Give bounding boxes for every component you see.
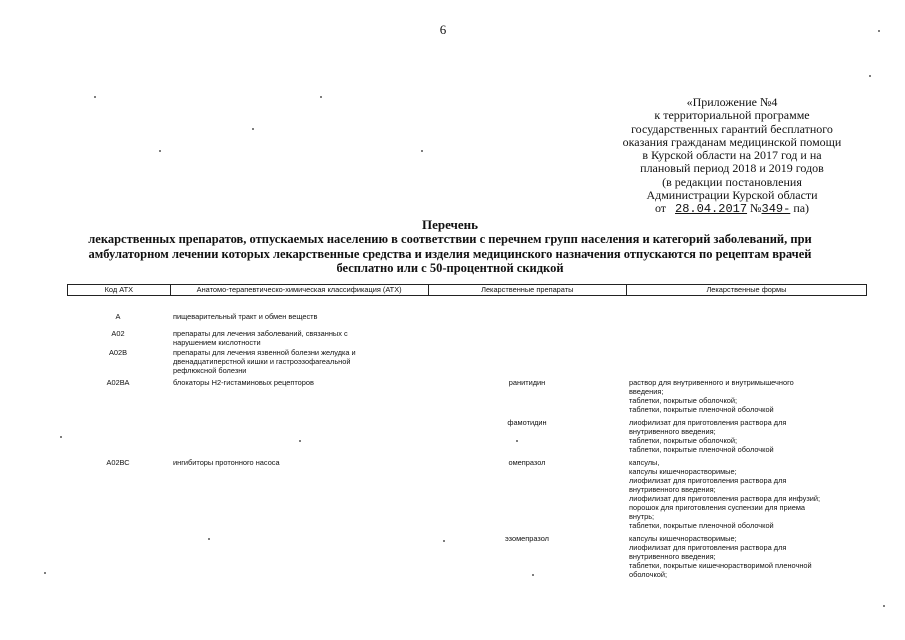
dosage-forms-cell — [629, 378, 865, 414]
drug-name-cell: ранитидин — [508, 378, 546, 387]
title-subline: лекарственных препаратов, отпускаемых населению в соответствии с перечнем групп населения и категорий заболеваний, при — [88, 232, 812, 247]
atc-classification-cell — [173, 348, 401, 375]
scan-speck — [299, 440, 301, 442]
scan-speck — [94, 96, 96, 98]
scan-speck — [320, 96, 322, 98]
dosage-form-line: лиофилизат для приготовления раствора для — [629, 476, 787, 485]
classification-line: рефлюксной болезни — [173, 366, 247, 375]
atc-code-cell: А02ВС — [106, 458, 130, 467]
number-prefix: № — [750, 201, 762, 216]
atc-code-cell: А02 — [111, 329, 125, 338]
header-atc-classification: Анатомо-терапевтическо-химическая классификация (АТХ) — [171, 285, 429, 295]
header-drugs: Лекарственные препараты — [429, 285, 627, 295]
dosage-form-line: таблетки, покрытые кишечнорастворимой пленочной — [629, 561, 812, 570]
scan-speck — [878, 30, 880, 32]
scan-speck — [159, 150, 161, 152]
number-suffix: па) — [793, 201, 810, 216]
drug-name-cell: омепразол — [508, 458, 546, 467]
atc-classification-cell — [173, 378, 401, 387]
dosage-form-line: капсулы, — [629, 458, 660, 467]
classification-line: ингибиторы протонного насоса — [173, 458, 280, 467]
classification-line: пищеварительный тракт и обмен веществ — [173, 312, 318, 321]
dosage-form-line: капсулы кишечнорастворимые; — [629, 467, 737, 476]
scan-speck — [516, 440, 518, 442]
scan-speck — [883, 605, 885, 607]
dosage-form-line: лиофилизат для приготовления раствора для — [629, 418, 787, 427]
atc-code-cell: А02В — [108, 348, 128, 357]
dosage-form-line: внутривенного введения; — [629, 485, 716, 494]
scan-speck — [421, 150, 423, 152]
scan-speck — [252, 128, 254, 130]
medicines-table — [67, 284, 867, 579]
scan-speck — [208, 538, 210, 540]
dosage-form-line: внутрь; — [629, 512, 655, 521]
scan-speck — [869, 75, 871, 77]
dosage-form-line: порошок для приготовления суспензии для приема — [629, 503, 806, 512]
drug-name-cell: эзомепразол — [504, 534, 549, 543]
document-number: 349- — [761, 202, 791, 217]
atc-code-cell: А — [115, 312, 121, 321]
dosage-form-line: внутривенного введения; — [629, 427, 716, 436]
classification-line: препараты для лечения язвенной болезни желудка и — [173, 348, 356, 357]
dosage-form-line: капсулы кишечнорастворимые; — [629, 534, 737, 543]
appendix-date-line — [612, 202, 852, 216]
atc-code-cell: А02ВА — [106, 378, 130, 387]
header-atc-code: Код АТХ — [67, 285, 171, 295]
dosage-form-line: таблетки, покрытые пленочной оболочкой — [629, 445, 774, 454]
scan-speck — [44, 572, 46, 574]
dosage-forms-cell — [629, 534, 865, 579]
dosage-form-line: оболочкой; — [629, 570, 668, 579]
scan-speck — [532, 574, 534, 576]
dosage-form-line: лиофилизат для приготовления раствора для — [629, 543, 787, 552]
appendix-line: «Приложение №4 — [686, 95, 778, 109]
document-date: 28.04.2017 — [675, 202, 748, 217]
table-header — [67, 284, 867, 296]
appendix-header — [612, 96, 852, 217]
dosage-form-line: введения; — [629, 387, 664, 396]
scan-speck — [443, 540, 445, 542]
appendix-line: Администрации Курской области — [646, 188, 818, 203]
date-prefix: от — [654, 201, 667, 216]
dosage-form-line: таблетки, покрытые оболочкой; — [629, 396, 738, 405]
dosage-form-line: внутривенного введения; — [629, 552, 716, 561]
dosage-forms-cell — [629, 458, 865, 530]
appendix-line: оказания гражданам медицинской помощи — [622, 134, 842, 149]
dosage-forms-cell — [629, 418, 865, 454]
classification-line: блокаторы Н2-гистаминовых рецепторов — [173, 378, 314, 387]
document-title — [60, 218, 840, 276]
appendix-line: (в редакции постановления — [662, 174, 802, 189]
title-subline: бесплатно или с 50-процентной скидкой — [336, 261, 564, 276]
title-subline: амбулаторном лечении которых лекарственные средства и изделия медицинского назначения отпускаются по рецептам врачей — [88, 246, 812, 261]
header-dosage-forms: Лекарственные формы — [627, 285, 867, 295]
appendix-line: в Курской области на 2017 год и на — [642, 148, 822, 163]
dosage-form-line: таблетки, покрытые пленочной оболочкой — [629, 521, 774, 530]
classification-line: двенадцатиперстной кишки и гастроэзофагеальной — [173, 357, 351, 366]
appendix-line: плановый период 2018 и 2019 годов — [640, 161, 824, 176]
dosage-form-line: раствор для внутривенного и внутримышечного — [629, 378, 794, 387]
classification-line: препараты для лечения заболеваний, связанных с — [173, 329, 348, 338]
dosage-form-line: таблетки, покрытые оболочкой; — [629, 436, 738, 445]
dosage-form-line: лиофилизат для приготовления раствора для инфузий; — [629, 494, 821, 503]
scan-speck — [60, 436, 62, 438]
dosage-form-line: таблетки, покрытые пленочной оболочкой — [629, 405, 774, 414]
title-main: Перечень — [421, 217, 479, 232]
page-number: 6 — [439, 22, 447, 37]
drug-name-cell: фамотидин — [507, 418, 547, 427]
atc-classification-cell — [173, 458, 401, 467]
appendix-line: к территориальной программе — [654, 108, 810, 123]
atc-classification-cell — [173, 329, 401, 347]
classification-line: нарушением кислотности — [173, 338, 261, 347]
atc-classification-cell — [173, 312, 401, 321]
appendix-line: государственных гарантий бесплатного — [631, 121, 833, 136]
